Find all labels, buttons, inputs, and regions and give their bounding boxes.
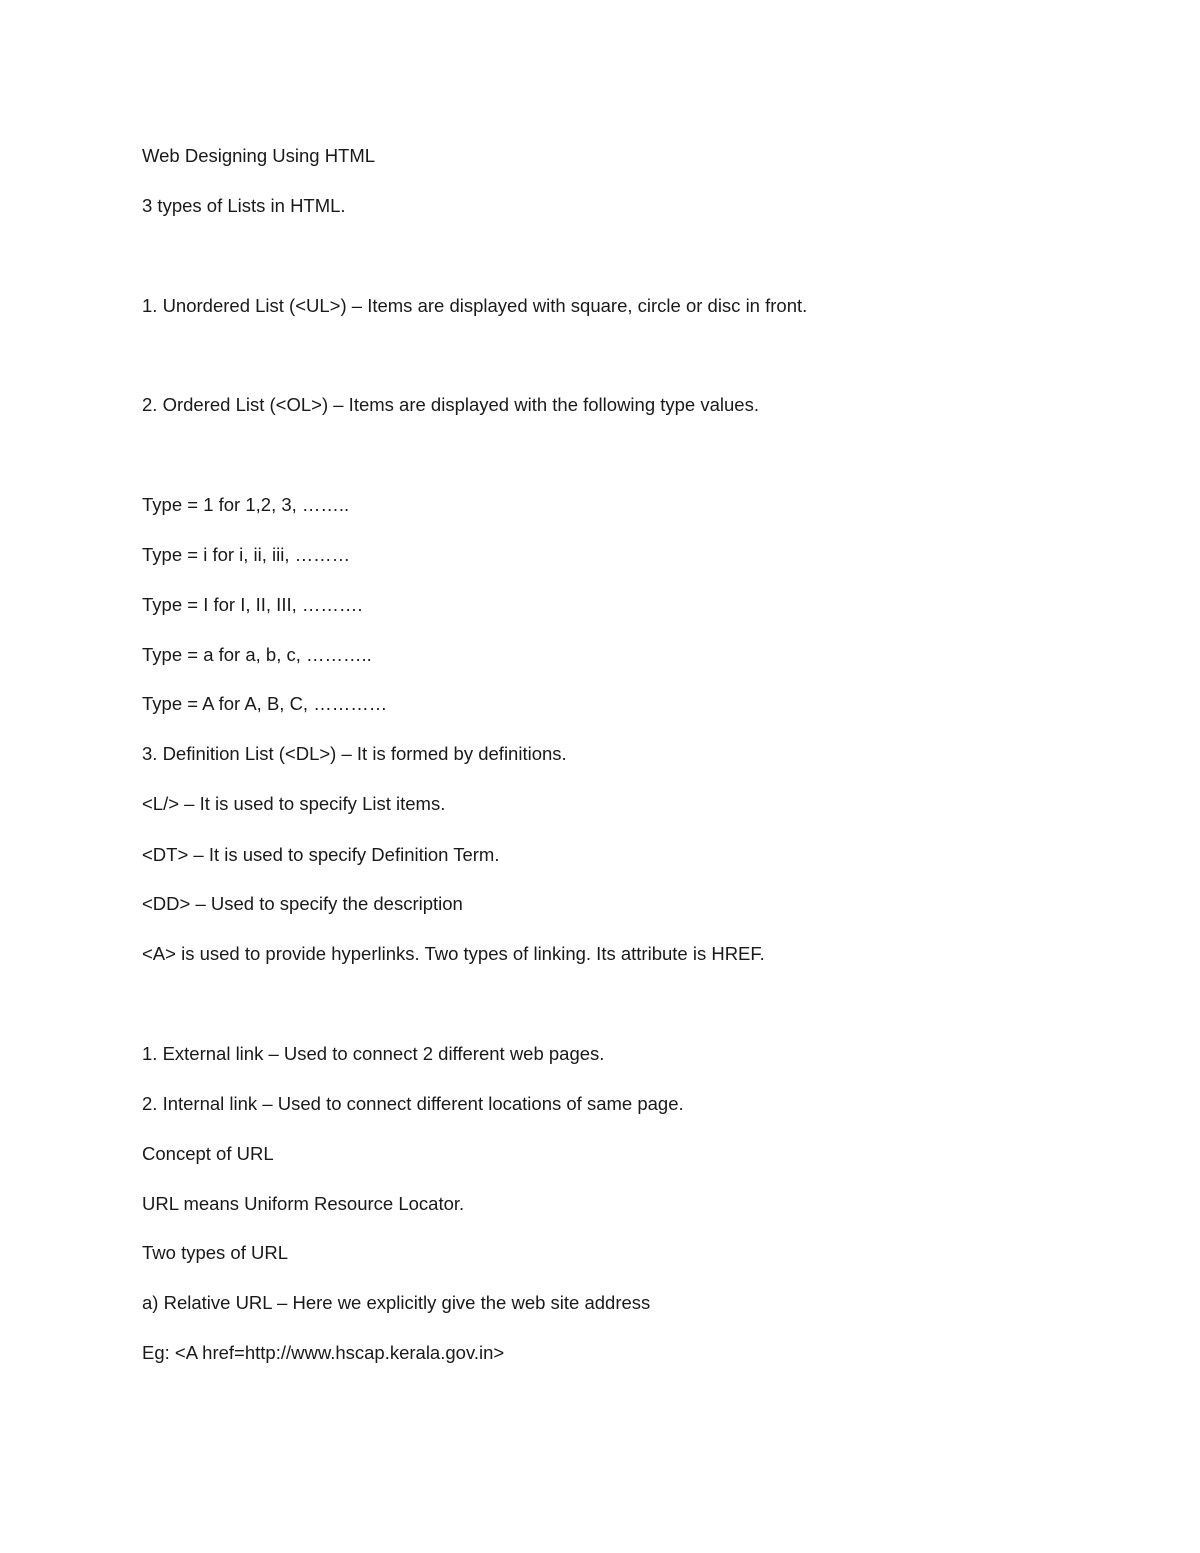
text-line: Type = 1 for 1,2, 3, …….. xyxy=(142,494,350,515)
text-line: a) Relative URL – Here we explicitly give the web site address xyxy=(142,1292,651,1313)
text-line: 1. External link – Used to connect 2 different web pages. xyxy=(142,1043,605,1064)
text-line: 2. Internal link – Used to connect different locations of same page. xyxy=(142,1093,684,1114)
text-line: 1. Unordered List (<UL>) – Items are displayed with square, circle or disc in front. xyxy=(142,295,808,316)
text-line: <DT> – It is used to specify Definition Term. xyxy=(142,844,500,865)
text-line: 3. Definition List (<DL>) – It is formed by definitions. xyxy=(142,743,567,764)
text-line: Concept of URL xyxy=(142,1143,274,1164)
text-line: Type = I for I, II, III, ………. xyxy=(142,594,363,615)
text-line: <A> is used to provide hyperlinks. Two types of linking. Its attribute is HREF. xyxy=(142,943,765,964)
text-line: 3 types of Lists in HTML. xyxy=(142,195,346,216)
text-line: 2. Ordered List (<OL>) – Items are displayed with the following type values. xyxy=(142,394,759,415)
text-line: <DD> – Used to specify the description xyxy=(142,893,463,914)
text-line: Eg: <A href=http://www.hscap.kerala.gov.in> xyxy=(142,1342,505,1363)
text-line: Type = i for i, ii, iii, ……… xyxy=(142,544,351,565)
text-line: Type = a for a, b, c, ……….. xyxy=(142,644,372,665)
text-line: Type = A for A, B, C, ………… xyxy=(142,693,388,714)
document-title: Web Designing Using HTML xyxy=(142,145,376,166)
text-line: Two types of URL xyxy=(142,1242,289,1263)
text-line: <L/> – It is used to specify List items. xyxy=(142,793,446,814)
text-line: URL means Uniform Resource Locator. xyxy=(142,1193,465,1214)
